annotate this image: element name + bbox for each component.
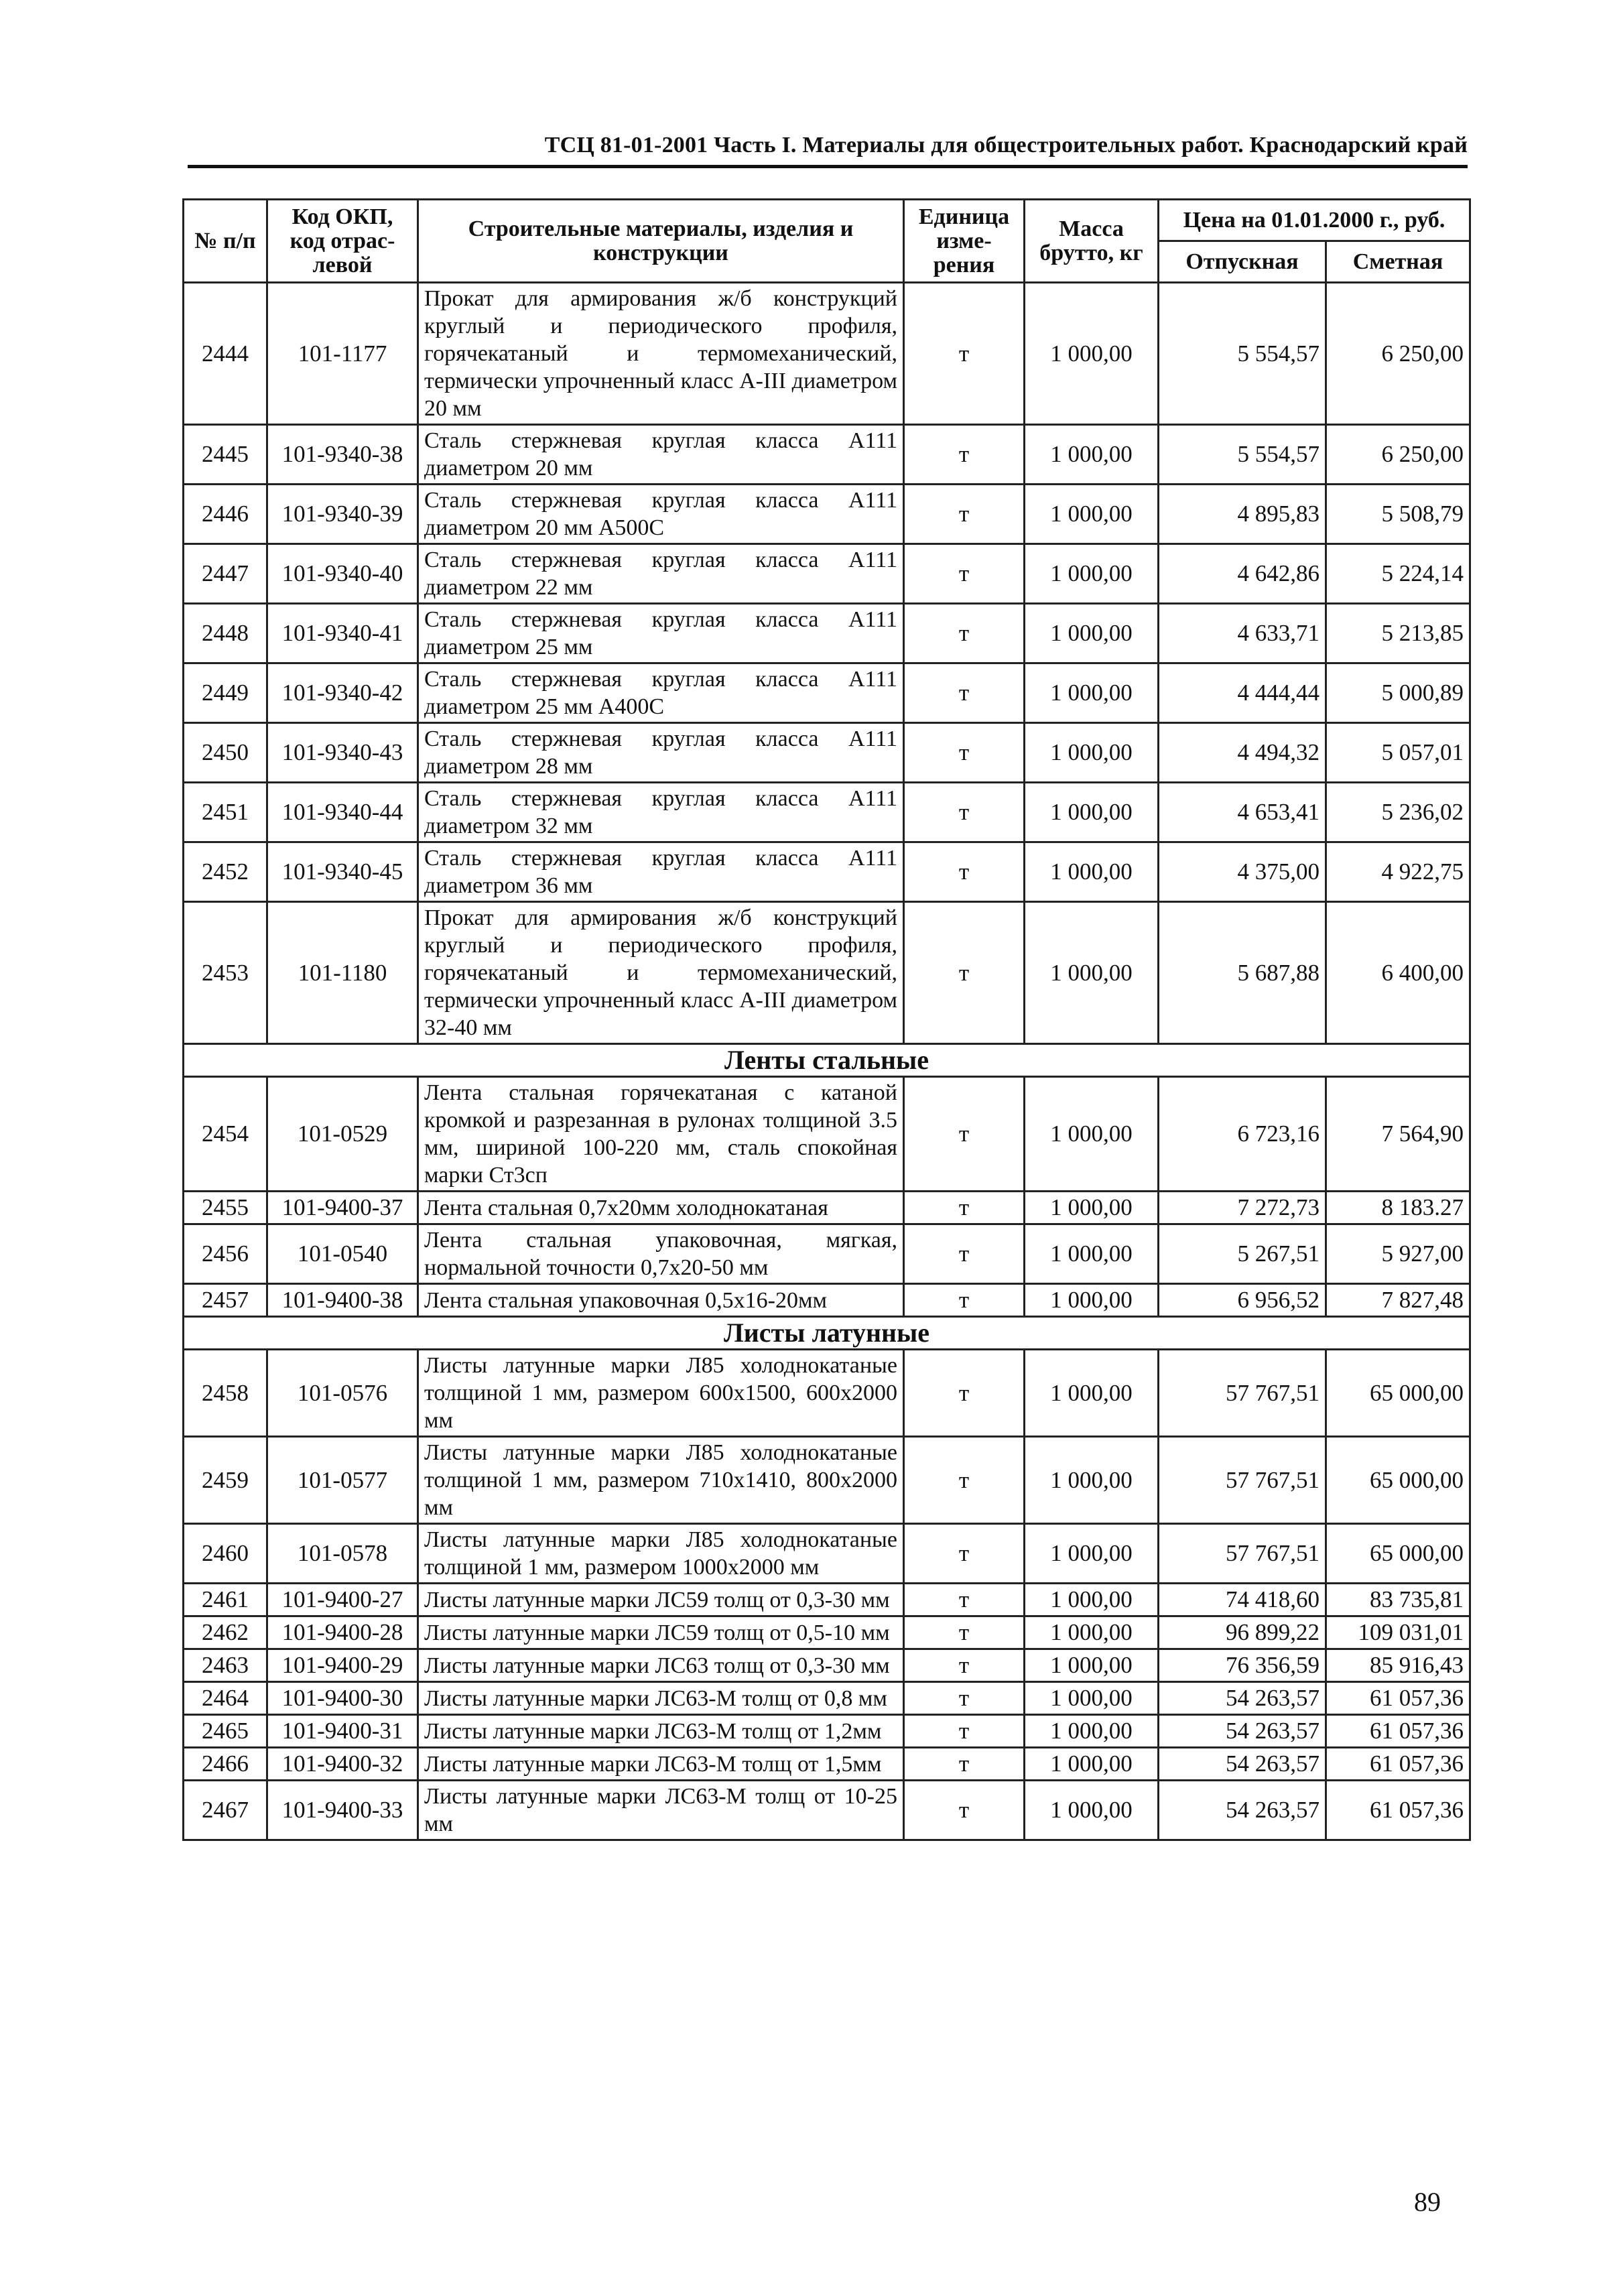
- table-row: [184, 723, 1470, 783]
- row-number: 2449: [184, 663, 267, 723]
- row-description: Листы латунные марки ЛС63-М толщ от 0,8 мм: [418, 1682, 904, 1715]
- row-code: 101-9340-44: [267, 783, 418, 842]
- table-row: [184, 1224, 1470, 1284]
- row-price-estimate: 65 000,00: [1326, 1524, 1470, 1584]
- row-price-estimate: 61 057,36: [1326, 1748, 1470, 1781]
- table-body: [184, 283, 1470, 1840]
- row-unit: т: [904, 1192, 1025, 1224]
- row-description: Сталь стержневая круглая класса А111 диаметром 28 мм: [418, 723, 904, 783]
- price-table: [182, 198, 1471, 1841]
- row-price-release: 4 633,71: [1159, 604, 1326, 663]
- row-mass: 1 000,00: [1025, 663, 1159, 723]
- row-price-release: 4 895,83: [1159, 485, 1326, 544]
- row-description: Листы латунные марки ЛС59 толщ от 0,3-30 мм: [418, 1584, 904, 1616]
- table-row: [184, 1350, 1470, 1437]
- row-unit: т: [904, 1649, 1025, 1682]
- row-mass: 1 000,00: [1025, 1077, 1159, 1192]
- row-price-estimate: 65 000,00: [1326, 1350, 1470, 1437]
- row-unit: т: [904, 1715, 1025, 1748]
- row-number: 2465: [184, 1715, 267, 1748]
- row-mass: 1 000,00: [1025, 842, 1159, 902]
- row-mass: 1 000,00: [1025, 1524, 1159, 1584]
- row-unit: т: [904, 902, 1025, 1044]
- row-unit: т: [904, 283, 1025, 425]
- row-price-estimate: 109 031,01: [1326, 1616, 1470, 1649]
- row-code: 101-9400-37: [267, 1192, 418, 1224]
- row-price-estimate: 4 922,75: [1326, 842, 1470, 902]
- table-row: [184, 604, 1470, 663]
- section-heading-row: [184, 1044, 1470, 1077]
- row-unit: т: [904, 1584, 1025, 1616]
- row-description: Листы латунные марки ЛС63-М толщ от 1,2мм: [418, 1715, 904, 1748]
- row-number: 2444: [184, 283, 267, 425]
- table-row: [184, 1584, 1470, 1616]
- row-description: Сталь стержневая круглая класса А111 диаметром 32 мм: [418, 783, 904, 842]
- row-price-estimate: 61 057,36: [1326, 1715, 1470, 1748]
- row-number: 2466: [184, 1748, 267, 1781]
- row-code: 101-9400-33: [267, 1781, 418, 1840]
- row-price-release: 4 444,44: [1159, 663, 1326, 723]
- row-code: 101-1180: [267, 902, 418, 1044]
- row-mass: 1 000,00: [1025, 425, 1159, 485]
- table-row: [184, 1077, 1470, 1192]
- row-description: Листы латунные марки ЛС59 толщ от 0,5-10 мм: [418, 1616, 904, 1649]
- table-row: [184, 1649, 1470, 1682]
- row-number: 2447: [184, 544, 267, 604]
- row-code: 101-9400-27: [267, 1584, 418, 1616]
- row-code: 101-0529: [267, 1077, 418, 1192]
- row-number: 2459: [184, 1437, 267, 1524]
- row-number: 2462: [184, 1616, 267, 1649]
- row-description: Листы латунные марки ЛС63 толщ от 0,3-30 мм: [418, 1649, 904, 1682]
- row-price-estimate: 5 057,01: [1326, 723, 1470, 783]
- row-description: Сталь стержневая круглая класса А111 диаметром 20 мм: [418, 425, 904, 485]
- table-row: [184, 544, 1470, 604]
- row-price-estimate: 65 000,00: [1326, 1437, 1470, 1524]
- row-unit: т: [904, 1284, 1025, 1317]
- row-code: 101-9340-45: [267, 842, 418, 902]
- table-row: [184, 783, 1470, 842]
- row-price-release: 54 263,57: [1159, 1715, 1326, 1748]
- row-code: 101-9340-42: [267, 663, 418, 723]
- row-price-release: 57 767,51: [1159, 1437, 1326, 1524]
- row-mass: 1 000,00: [1025, 1437, 1159, 1524]
- row-description: Листы латунные марки ЛС63-М толщ от 10-25 мм: [418, 1781, 904, 1840]
- row-price-estimate: 6 250,00: [1326, 425, 1470, 485]
- row-mass: 1 000,00: [1025, 902, 1159, 1044]
- row-number: 2463: [184, 1649, 267, 1682]
- row-code: 101-9340-40: [267, 544, 418, 604]
- table-row: [184, 1682, 1470, 1715]
- row-description: Прокат для армирования ж/б конструкций круглый и периодического профиля, горячекатаный и термомеханический, термически упрочненный класс А-III диаметром 32-40 мм: [418, 902, 904, 1044]
- row-price-estimate: 5 224,14: [1326, 544, 1470, 604]
- row-mass: 1 000,00: [1025, 1781, 1159, 1840]
- row-price-release: 54 263,57: [1159, 1682, 1326, 1715]
- row-price-estimate: 5 236,02: [1326, 783, 1470, 842]
- table-row: [184, 1437, 1470, 1524]
- row-description: Прокат для армирования ж/б конструкций круглый и периодического профиля, горячекатаный и термомеханический, термически упрочненный класс А-III диаметром 20 мм: [418, 283, 904, 425]
- table-header: [184, 200, 1470, 283]
- row-price-estimate: 7 827,48: [1326, 1284, 1470, 1317]
- row-mass: 1 000,00: [1025, 1682, 1159, 1715]
- row-number: 2446: [184, 485, 267, 544]
- row-description: Сталь стержневая круглая класса А111 диаметром 20 мм А500С: [418, 485, 904, 544]
- row-price-estimate: 61 057,36: [1326, 1682, 1470, 1715]
- row-price-estimate: 5 213,85: [1326, 604, 1470, 663]
- row-unit: т: [904, 1350, 1025, 1437]
- row-description: Сталь стержневая круглая класса А111 диаметром 36 мм: [418, 842, 904, 902]
- row-description: Лента стальная упаковочная 0,5х16-20мм: [418, 1284, 904, 1317]
- row-description: Сталь стержневая круглая класса А111 диаметром 22 мм: [418, 544, 904, 604]
- row-code: 101-9340-41: [267, 604, 418, 663]
- row-price-release: 96 899,22: [1159, 1616, 1326, 1649]
- row-description: Сталь стержневая круглая класса А111 диаметром 25 мм А400С: [418, 663, 904, 723]
- row-number: 2457: [184, 1284, 267, 1317]
- row-description: Листы латунные марки Л85 холоднокатаные толщиной 1 мм, размером 1000х2000 мм: [418, 1524, 904, 1584]
- row-mass: 1 000,00: [1025, 1224, 1159, 1284]
- row-number: 2458: [184, 1350, 267, 1437]
- table-row: [184, 425, 1470, 485]
- row-mass: 1 000,00: [1025, 1748, 1159, 1781]
- row-number: 2451: [184, 783, 267, 842]
- row-mass: 1 000,00: [1025, 1350, 1159, 1437]
- row-unit: т: [904, 1682, 1025, 1715]
- col-header-name: Строительные материалы, изделия и конструкции: [418, 200, 904, 283]
- row-number: 2453: [184, 902, 267, 1044]
- row-unit: т: [904, 1781, 1025, 1840]
- row-price-estimate: 8 183.27: [1326, 1192, 1470, 1224]
- row-description: Сталь стержневая круглая класса А111 диаметром 25 мм: [418, 604, 904, 663]
- row-price-release: 54 263,57: [1159, 1781, 1326, 1840]
- row-code: 101-9400-28: [267, 1616, 418, 1649]
- row-description: Лента стальная упаковочная, мягкая, нормальной точности 0,7х20-50 мм: [418, 1224, 904, 1284]
- table-row: [184, 283, 1470, 425]
- row-price-release: 54 263,57: [1159, 1748, 1326, 1781]
- row-code: 101-0540: [267, 1224, 418, 1284]
- row-number: 2464: [184, 1682, 267, 1715]
- row-mass: 1 000,00: [1025, 283, 1159, 425]
- table-row: [184, 1781, 1470, 1840]
- row-unit: т: [904, 1077, 1025, 1192]
- row-mass: 1 000,00: [1025, 1649, 1159, 1682]
- row-price-release: 5 554,57: [1159, 425, 1326, 485]
- row-unit: т: [904, 783, 1025, 842]
- row-mass: 1 000,00: [1025, 1715, 1159, 1748]
- row-price-estimate: 6 250,00: [1326, 283, 1470, 425]
- row-unit: т: [904, 663, 1025, 723]
- row-number: 2467: [184, 1781, 267, 1840]
- row-description: Листы латунные марки Л85 холоднокатаные толщиной 1 мм, размером 600х1500, 600х2000 мм: [418, 1350, 904, 1437]
- col-header-num: № п/п: [184, 200, 267, 283]
- row-price-estimate: 61 057,36: [1326, 1781, 1470, 1840]
- row-mass: 1 000,00: [1025, 1584, 1159, 1616]
- page-number: 89: [1414, 2187, 1441, 2217]
- row-price-release: 4 653,41: [1159, 783, 1326, 842]
- row-price-estimate: 5 927,00: [1326, 1224, 1470, 1284]
- table-row: [184, 842, 1470, 902]
- running-header: ТСЦ 81-01-2001 Часть I. Материалы для общестроительных работ. Краснодарский край: [544, 133, 1468, 157]
- table-row: [184, 485, 1470, 544]
- row-number: 2460: [184, 1524, 267, 1584]
- section-heading: Ленты стальные: [184, 1044, 1470, 1077]
- row-mass: 1 000,00: [1025, 544, 1159, 604]
- table-row: [184, 1748, 1470, 1781]
- table-row: [184, 1284, 1470, 1317]
- row-code: 101-1177: [267, 283, 418, 425]
- row-price-release: 6 723,16: [1159, 1077, 1326, 1192]
- row-unit: т: [904, 604, 1025, 663]
- row-unit: т: [904, 544, 1025, 604]
- table-row: [184, 663, 1470, 723]
- section-heading-row: [184, 1317, 1470, 1350]
- row-unit: т: [904, 723, 1025, 783]
- row-description: Лента стальная горячекатаная с катаной кромкой и разрезанная в рулонах толщиной 3.5 мм, шириной 100-220 мм, сталь спокойная марки Ст3сп: [418, 1077, 904, 1192]
- row-number: 2450: [184, 723, 267, 783]
- row-price-release: 4 494,32: [1159, 723, 1326, 783]
- row-number: 2456: [184, 1224, 267, 1284]
- row-price-release: 5 267,51: [1159, 1224, 1326, 1284]
- row-description: Листы латунные марки ЛС63-М толщ от 1,5мм: [418, 1748, 904, 1781]
- row-code: 101-0576: [267, 1350, 418, 1437]
- row-mass: 1 000,00: [1025, 783, 1159, 842]
- row-price-release: 7 272,73: [1159, 1192, 1326, 1224]
- row-number: 2455: [184, 1192, 267, 1224]
- row-description: Лента стальная 0,7х20мм холоднокатаная: [418, 1192, 904, 1224]
- row-number: 2452: [184, 842, 267, 902]
- row-price-release: 6 956,52: [1159, 1284, 1326, 1317]
- table-row: [184, 902, 1470, 1044]
- col-header-mass: Масса брутто, кг: [1025, 200, 1159, 283]
- row-price-estimate: 5 000,89: [1326, 663, 1470, 723]
- row-unit: т: [904, 485, 1025, 544]
- row-price-release: 57 767,51: [1159, 1350, 1326, 1437]
- row-mass: 1 000,00: [1025, 1616, 1159, 1649]
- row-unit: т: [904, 425, 1025, 485]
- row-price-release: 57 767,51: [1159, 1524, 1326, 1584]
- row-mass: 1 000,00: [1025, 723, 1159, 783]
- row-unit: т: [904, 842, 1025, 902]
- row-code: 101-9400-30: [267, 1682, 418, 1715]
- row-code: 101-9400-31: [267, 1715, 418, 1748]
- row-description: Листы латунные марки Л85 холоднокатаные толщиной 1 мм, размером 710х1410, 800х2000 мм: [418, 1437, 904, 1524]
- col-header-price-estimate: Сметная: [1326, 241, 1470, 283]
- row-code: 101-0578: [267, 1524, 418, 1584]
- row-price-release: 5 687,88: [1159, 902, 1326, 1044]
- row-price-release: 4 642,86: [1159, 544, 1326, 604]
- row-price-estimate: 6 400,00: [1326, 902, 1470, 1044]
- row-code: 101-9400-29: [267, 1649, 418, 1682]
- row-code: 101-9400-38: [267, 1284, 418, 1317]
- row-unit: т: [904, 1224, 1025, 1284]
- row-code: 101-9400-32: [267, 1748, 418, 1781]
- row-price-estimate: 7 564,90: [1326, 1077, 1470, 1192]
- row-code: 101-9340-38: [267, 425, 418, 485]
- row-price-release: 4 375,00: [1159, 842, 1326, 902]
- row-code: 101-9340-43: [267, 723, 418, 783]
- row-mass: 1 000,00: [1025, 1192, 1159, 1224]
- section-heading: Листы латунные: [184, 1317, 1470, 1350]
- row-code: 101-9340-39: [267, 485, 418, 544]
- row-unit: т: [904, 1524, 1025, 1584]
- row-number: 2454: [184, 1077, 267, 1192]
- row-price-release: 5 554,57: [1159, 283, 1326, 425]
- row-price-estimate: 83 735,81: [1326, 1584, 1470, 1616]
- row-number: 2461: [184, 1584, 267, 1616]
- row-price-estimate: 5 508,79: [1326, 485, 1470, 544]
- col-header-code: Код ОКП, код отрас-левой: [267, 200, 418, 283]
- header-rule: [188, 165, 1468, 168]
- row-unit: т: [904, 1616, 1025, 1649]
- row-mass: 1 000,00: [1025, 485, 1159, 544]
- row-unit: т: [904, 1437, 1025, 1524]
- col-header-price-release: Отпускная: [1159, 241, 1326, 283]
- col-header-price-group: Цена на 01.01.2000 г., руб.: [1159, 200, 1470, 241]
- col-header-unit: Единица изме-рения: [904, 200, 1025, 283]
- row-number: 2445: [184, 425, 267, 485]
- row-number: 2448: [184, 604, 267, 663]
- row-price-estimate: 85 916,43: [1326, 1649, 1470, 1682]
- row-mass: 1 000,00: [1025, 1284, 1159, 1317]
- table-row: [184, 1715, 1470, 1748]
- row-price-release: 76 356,59: [1159, 1649, 1326, 1682]
- row-unit: т: [904, 1748, 1025, 1781]
- table-row: [184, 1192, 1470, 1224]
- table-row: [184, 1524, 1470, 1584]
- row-code: 101-0577: [267, 1437, 418, 1524]
- row-price-release: 74 418,60: [1159, 1584, 1326, 1616]
- table-row: [184, 1616, 1470, 1649]
- row-mass: 1 000,00: [1025, 604, 1159, 663]
